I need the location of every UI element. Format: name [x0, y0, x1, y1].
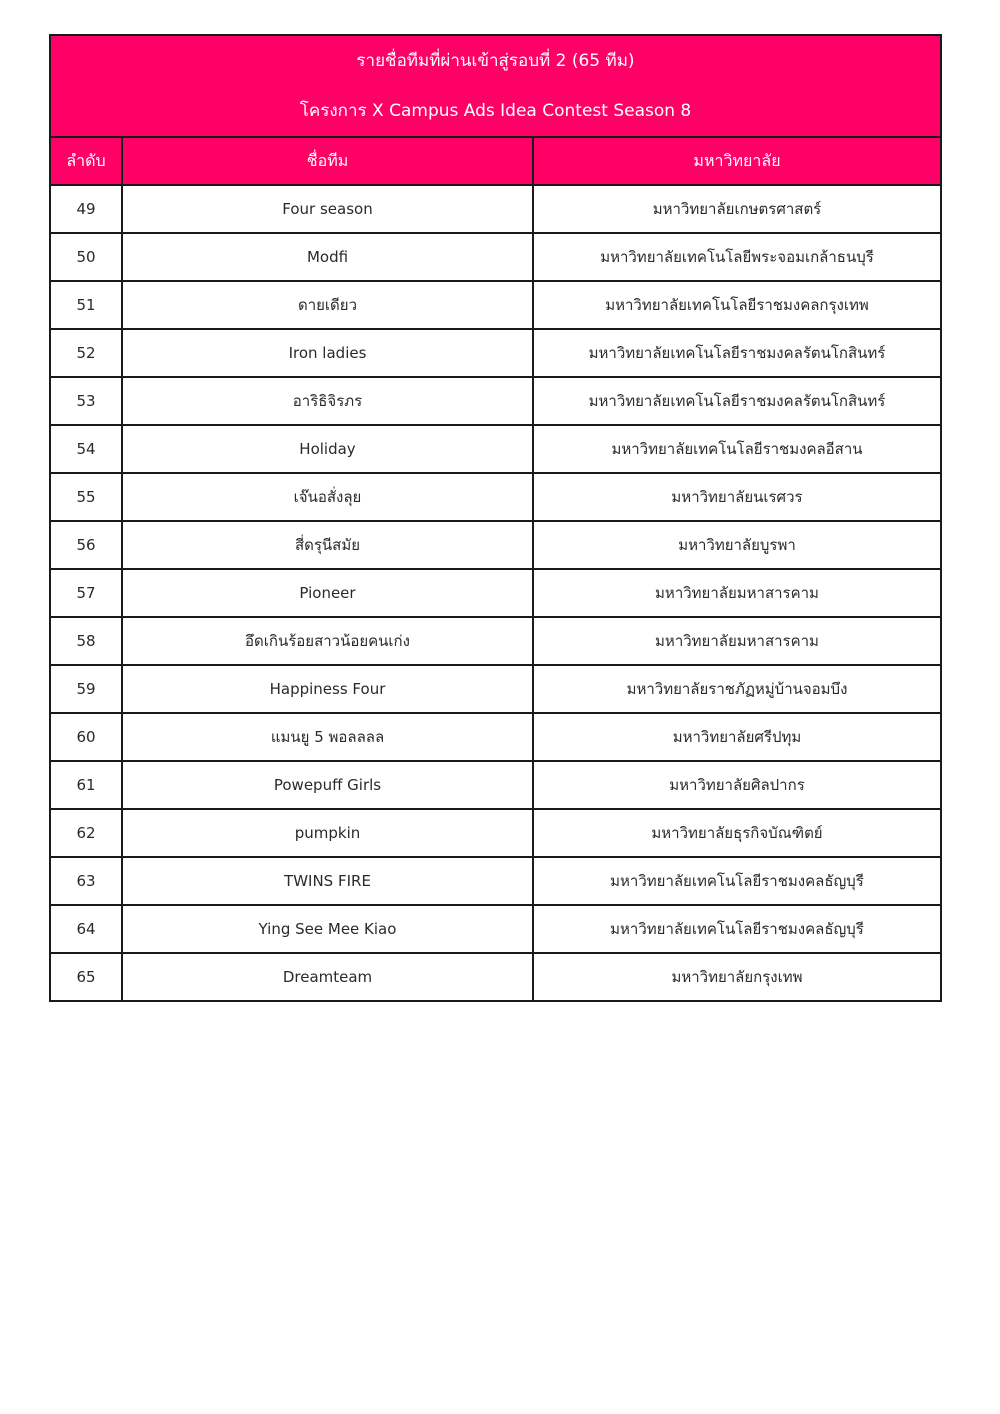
cell-order: 64 — [51, 905, 122, 953]
table-row — [51, 761, 940, 809]
cell-university: มหาวิทยาลัยเทคโนโลยีราชมงคลธัญบุรี — [533, 905, 940, 953]
table-row — [51, 233, 940, 281]
cell-team-name: pumpkin — [122, 809, 533, 857]
table-header-row — [51, 138, 940, 185]
table-row — [51, 713, 940, 761]
cell-order: 54 — [51, 425, 122, 473]
table-row — [51, 377, 940, 425]
cell-order: 61 — [51, 761, 122, 809]
cell-order: 50 — [51, 233, 122, 281]
table-row — [51, 185, 940, 233]
cell-order: 59 — [51, 665, 122, 713]
cell-team-name: แมนยู 5 พอลลลล — [122, 713, 533, 761]
table-row — [51, 857, 940, 905]
cell-university: มหาวิทยาลัยเทคโนโลยีราชมงคลรัตนโกสินทร์ — [533, 377, 940, 425]
table-row — [51, 617, 940, 665]
cell-team-name: Pioneer — [122, 569, 533, 617]
cell-order: 52 — [51, 329, 122, 377]
document-title: รายชื่อทีมที่ผ่านเข้าสู่รอบที่ 2 (65 ทีม) — [356, 51, 635, 71]
header-team-name: ชื่อทีม — [122, 138, 533, 185]
table-row — [51, 425, 940, 473]
cell-university: มหาวิทยาลัยศรีปทุม — [533, 713, 940, 761]
cell-university: มหาวิทยาลัยราชภัฏหมู่บ้านจอมบึง — [533, 665, 940, 713]
cell-university: มหาวิทยาลัยเทคโนโลยีพระจอมเกล้าธนบุรี — [533, 233, 940, 281]
table-row — [51, 665, 940, 713]
title-block — [51, 36, 940, 138]
table-row — [51, 329, 940, 377]
table-row — [51, 281, 940, 329]
cell-order: 65 — [51, 953, 122, 1000]
table-row — [51, 569, 940, 617]
cell-university: มหาวิทยาลัยนเรศวร — [533, 473, 940, 521]
cell-team-name: Holiday — [122, 425, 533, 473]
cell-university: มหาวิทยาลัยกรุงเทพ — [533, 953, 940, 1000]
cell-team-name: TWINS FIRE — [122, 857, 533, 905]
cell-order: 51 — [51, 281, 122, 329]
cell-university: มหาวิทยาลัยมหาสารคาม — [533, 617, 940, 665]
cell-order: 56 — [51, 521, 122, 569]
cell-team-name: Four season — [122, 185, 533, 233]
table-row — [51, 521, 940, 569]
document-subtitle: โครงการ X Campus Ads Idea Contest Season 8 — [299, 101, 692, 121]
cell-order: 62 — [51, 809, 122, 857]
cell-university: มหาวิทยาลัยบูรพา — [533, 521, 940, 569]
cell-university: มหาวิทยาลัยธุรกิจบัณฑิตย์ — [533, 809, 940, 857]
cell-team-name: อึดเกินร้อยสาวน้อยคนเก่ง — [122, 617, 533, 665]
team-table — [51, 138, 940, 1000]
cell-university: มหาวิทยาลัยเกษตรศาสตร์ — [533, 185, 940, 233]
cell-university: มหาวิทยาลัยเทคโนโลยีราชมงคลรัตนโกสินทร์ — [533, 329, 940, 377]
cell-team-name: Happiness Four — [122, 665, 533, 713]
cell-team-name: ดายเดียว — [122, 281, 533, 329]
table-row — [51, 953, 940, 1000]
cell-order: 53 — [51, 377, 122, 425]
cell-university: มหาวิทยาลัยเทคโนโลยีราชมงคลธัญบุรี — [533, 857, 940, 905]
cell-team-name: Powepuff Girls — [122, 761, 533, 809]
table-row — [51, 809, 940, 857]
cell-order: 57 — [51, 569, 122, 617]
cell-order: 63 — [51, 857, 122, 905]
header-university: มหาวิทยาลัย — [533, 138, 940, 185]
cell-team-name: อาริธิจิรภร — [122, 377, 533, 425]
cell-university: มหาวิทยาลัยเทคโนโลยีราชมงคลอีสาน — [533, 425, 940, 473]
cell-team-name: Iron ladies — [122, 329, 533, 377]
table-row — [51, 473, 940, 521]
cell-team-name: Dreamteam — [122, 953, 533, 1000]
cell-team-name: เจ๊นอสั่งลุย — [122, 473, 533, 521]
cell-order: 60 — [51, 713, 122, 761]
cell-university: มหาวิทยาลัยเทคโนโลยีราชมงคลกรุงเทพ — [533, 281, 940, 329]
cell-order: 55 — [51, 473, 122, 521]
team-list-sheet — [49, 34, 942, 1002]
cell-team-name: Ying See Mee Kiao — [122, 905, 533, 953]
cell-team-name: Modfi — [122, 233, 533, 281]
cell-order: 58 — [51, 617, 122, 665]
cell-order: 49 — [51, 185, 122, 233]
cell-university: มหาวิทยาลัยมหาสารคาม — [533, 569, 940, 617]
cell-team-name: สี่ดรุนีสมัย — [122, 521, 533, 569]
header-order: ลำดับ — [51, 138, 122, 185]
cell-university: มหาวิทยาลัยศิลปากร — [533, 761, 940, 809]
table-body — [51, 185, 940, 1000]
table-row — [51, 905, 940, 953]
